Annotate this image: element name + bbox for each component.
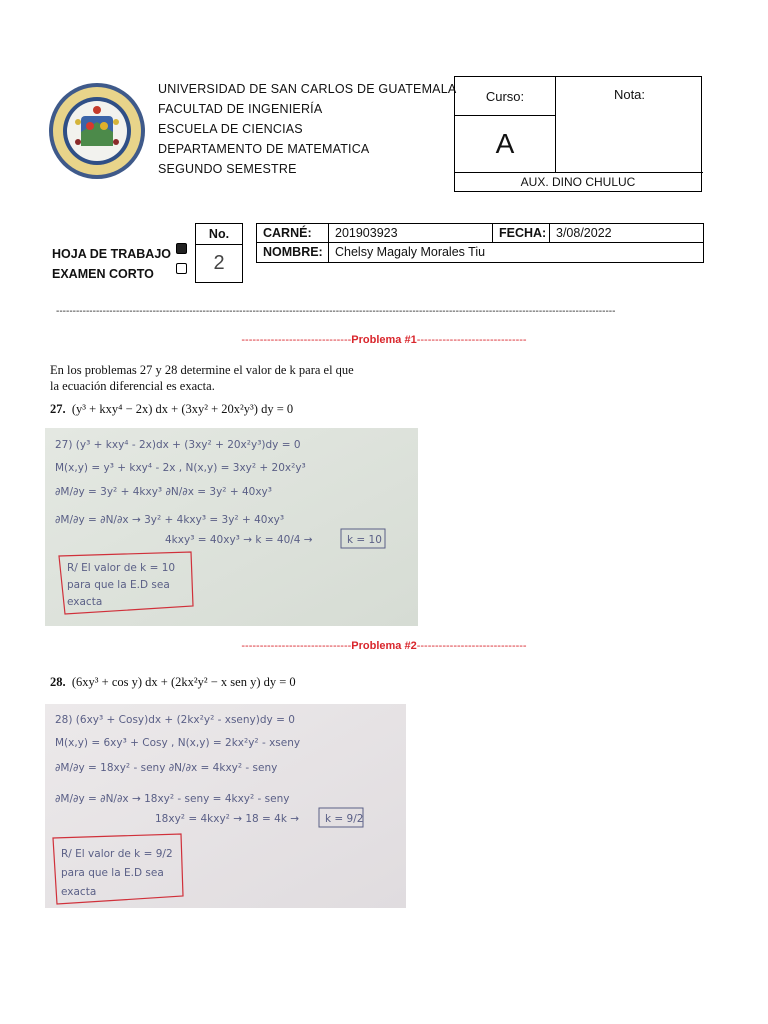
school-name: ESCUELA DE CIENCIAS (158, 122, 303, 136)
p1-hw-line-2: M(x,y) = y³ + kxy⁴ - 2x , N(x,y) = 3xy² + 20x²y³ (55, 462, 306, 474)
problem-1-handwritten-photo (45, 428, 418, 626)
p2-hw-line-1: 28) (6xy³ + Cosy)dx + (2kx²y² - xseny)dy = 0 (55, 714, 295, 726)
problem-2-equation: (6xy³ + cos y) dx + (2kx²y² − x sen y) dy = 0 (71, 675, 296, 689)
p2-hw-line-3: ∂M/∂y = 18xy² - seny ∂N/∂x = 4kxy² - seny (55, 762, 278, 774)
problem-1-heading (0, 334, 768, 346)
problem-2-dashes-right: ------------------------------ (416, 640, 527, 652)
seal-icon (48, 82, 146, 180)
p1-hw-line-7: para que la E.D sea (67, 579, 170, 591)
problem-1-intro (50, 362, 354, 394)
p1-hw-line-6: R/ El valor de k = 10 (67, 562, 176, 574)
p2-hw-line-4: ∂M/∂y = ∂N/∂x → 18xy² - seny = 4kxy² - seny (55, 793, 290, 805)
p2-hw-line-8: exacta (61, 886, 97, 898)
p2-hw-answer: k = 9/2 (325, 813, 364, 825)
carne-value: 201903923 (329, 224, 493, 243)
p1-hw-line-8: exacta (67, 596, 103, 608)
problem-1-statement (50, 401, 293, 417)
hoja-de-trabajo-label: HOJA DE TRABAJO (52, 247, 171, 261)
p1-hw-line-5: 4kxy³ = 40xy³ → k = 40/4 → (165, 534, 313, 546)
department-name: DEPARTAMENTO DE MATEMATICA (158, 142, 370, 156)
problem-1-equation: (y³ + kxy⁴ − 2x) dx + (3xy² + 20x²y³) dy = 0 (71, 402, 294, 416)
examen-corto-checkbox[interactable] (176, 263, 187, 274)
problem-2-number: 28. (50, 675, 66, 689)
university-seal (48, 82, 146, 180)
nombre-value: Chelsy Magaly Morales Tiu (335, 245, 486, 259)
problem-2-title: Problema #2 (351, 640, 417, 652)
student-info-table (256, 223, 704, 263)
fecha-value: 3/08/2022 (550, 224, 703, 243)
curso-value: A (455, 116, 556, 173)
problem-1-intro-line-2: la ecuación diferencial es exacta. (50, 379, 215, 393)
problem-1-dashes-left: ------------------------------ (241, 334, 352, 346)
problem-1-title: Problema #1 (351, 334, 417, 346)
problem-1-intro-line-1: En los problemas 27 y 28 determine el valor de k para el que (50, 363, 354, 377)
problem-1-dashes-right: ------------------------------ (416, 334, 527, 346)
grade-box (454, 76, 702, 192)
hoja-de-trabajo-checkbox[interactable] (176, 243, 187, 254)
university-name: UNIVERSIDAD DE SAN CARLOS DE GUATEMALA (158, 82, 457, 96)
number-value: 2 (196, 244, 242, 282)
curso-label: Curso: (455, 77, 556, 116)
p2-hw-line-6: R/ El valor de k = 9/2 (61, 848, 173, 860)
problem-2-heading (0, 640, 768, 652)
semester: SEGUNDO SEMESTRE (158, 162, 297, 176)
p1-hw-answer: k = 10 (347, 534, 382, 546)
auxiliar-name: AUX. DINO CHULUC (520, 175, 636, 189)
p1-hw-line-3: ∂M/∂y = 3y² + 4kxy³ ∂N/∂x = 3y² + 40xy³ (55, 486, 272, 498)
nombre-label: NOMBRE: (257, 243, 329, 262)
nota-field (556, 116, 703, 173)
number-box (195, 223, 243, 283)
problem-2-handwritten-photo (45, 704, 406, 908)
section-separator: ------------------------------------------------------------------------------------------------------------------------------------------------------------------------ (56, 306, 616, 317)
p2-hw-line-5: 18xy² = 4kxy² → 18 = 4k → (155, 813, 300, 825)
carne-label: CARNÉ: (257, 224, 329, 243)
examen-corto-label: EXAMEN CORTO (52, 267, 154, 281)
p2-hw-line-2: M(x,y) = 6xy³ + Cosy , N(x,y) = 2kx²y² - xseny (55, 737, 301, 749)
p2-hw-line-7: para que la E.D sea (61, 867, 164, 879)
problem-2-statement (50, 674, 296, 690)
p1-hw-line-1: 27) (y³ + kxy⁴ - 2x)dx + (3xy² + 20x²y³)dy = 0 (55, 439, 301, 451)
problem-1-number: 27. (50, 402, 66, 416)
number-label: No. (208, 227, 230, 241)
assignment-type (52, 244, 171, 284)
nota-label: Nota: (613, 87, 646, 102)
fecha-label: FECHA: (493, 224, 550, 243)
problem-2-dashes-left: ------------------------------ (241, 640, 352, 652)
faculty-name: FACULTAD DE INGENIERÍA (158, 102, 323, 116)
university-header (158, 79, 456, 179)
p1-hw-line-4: ∂M/∂y = ∂N/∂x → 3y² + 4kxy³ = 3y² + 40xy³ (55, 514, 285, 526)
